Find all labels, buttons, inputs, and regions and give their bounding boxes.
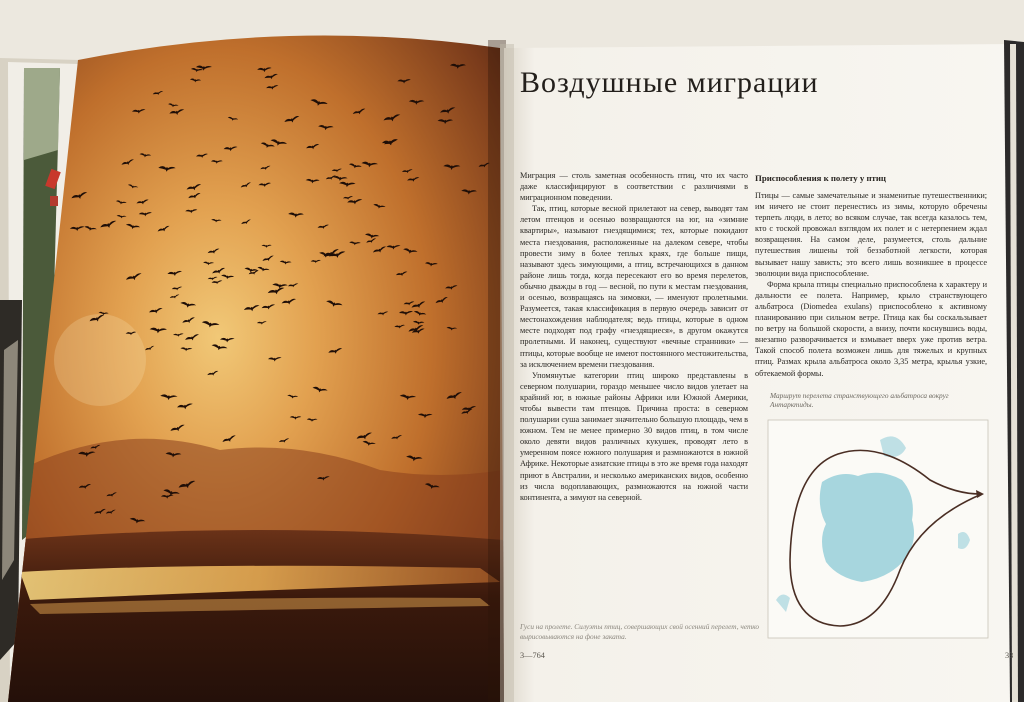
map-caption: Маршрут перелета странствующего альбатроса вокруг Антарктиды.	[770, 391, 949, 410]
page-title: Воздушные миграции	[520, 66, 819, 99]
albatross-route-map	[768, 420, 988, 638]
paragraph: Птицы — самые замечательные и знаменитые путешественники; им ничего не стоит перенестись из зимы, которую обречены терпеть люди, в лето; во всяком случае, так всегда казалось тем, кто с тоской провожал взглядом их полет и с нетерпением ждал возвращения. На самом деле, разумеется, столь дальние путешествия лишены той беззаботной легкости, которая вызывает нашу зависть; это всего лишь возникшее в процессе эволюции вида приспособление.	[755, 191, 987, 278]
left-text-column	[520, 170, 748, 503]
section-heading: Приспособления к полету у птиц	[755, 173, 886, 183]
paragraph: Так, птиц, которые весной прилетают на север, выводят там летом птенцов и осенью возвращаются на юг, на «зимние квартиры», называют гнездящимися; тех, которые покидают места гнездования, расположенные на далеком севере, чтобы провести зиму в более теплых краях, где больше пищи, называют здесь зимующими, а птиц, встречающихся в данном районе лишь тогда, когда пересекают его во время перелетов, обычно дважды в год — весной, по пути к местам гнездования, и осенью, возвращаясь на зимовки, — именуют пролетными. Разумеется, такая классификация в первую очередь зависит от местонахождения наблюдателя; ведь птицы, которые в одном месте подходят под графу «гнездящиеся», в другом окажутся пролетными. И наконец, существуют «вечные странники» — птицы, которые вообще не имеют постоянного местожительства, за исключением времени гнездования.	[520, 204, 748, 369]
paragraph: Форма крыла птицы специально приспособлена к характеру и дальности ее полета. Например, крыло странствующего альбатроса (Diomedea exulans) приспособлено к активному планированию при сильном ветре. Птица как бы соскальзывает по ветру на большой скорости, а внизу, почти коснувшись воды, внезапно разворачивается и взмывает вверх уже против ветра. Такой способ полета возможен лишь для тяжелых и крупных птиц. Размах крыла альбатроса около 3,35 метра, крылья узкие, обтекаемой формы.	[755, 279, 987, 378]
right-text-column	[755, 190, 987, 379]
paragraph: Упомянутые категории птиц широко представлены в северном полушарии, гораздо меньшее число видов улетает на крайний юг, в южные районы Африки или Южной Америки, чтобы вывести там птенцов. Причина проста: в северном полушарии суша занимает значительно большую площадь, чем в южном. Тем не менее примерно 30 видов птиц, в том числе около девяти видов различных кукушек, проводят лето в умеренном поясе южного полушария и размножаются в южной Африке. Некоторые азиатские птицы в это же время года находят приют в Австралии, и несколько американских видов, особенно из числа водоплавающих, размножаются на южной части континента, а зимуют на северной.	[520, 370, 748, 502]
photo-caption: Гуси на пролете. Силуэты птиц, совершающих свой осенний перелет, четко вырисовываются на фоне заката.	[520, 622, 760, 641]
page-number-left: 3—764	[520, 651, 545, 660]
paragraph: Миграция — столь заметная особенность птиц, что их часто даже классифицируют в соответствии с различиями в миграционном поведении.	[520, 171, 748, 203]
page-number-right: 33	[1005, 651, 1014, 660]
